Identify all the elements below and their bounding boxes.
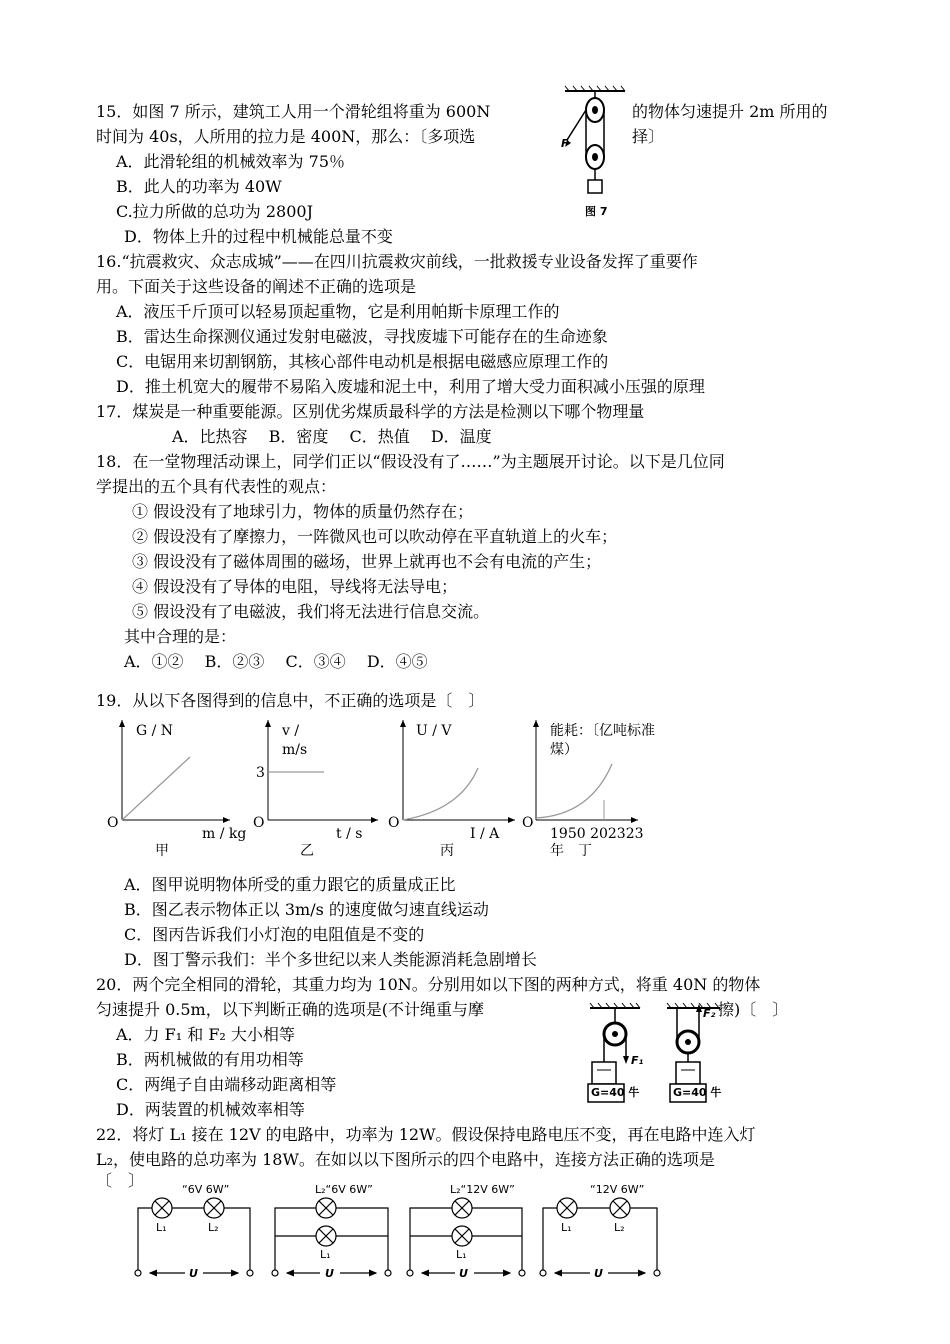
graph-bing-ylabel: U / V bbox=[416, 723, 452, 739]
q16-option-b: B．雷达生命探测仪通过发射电磁波，寻找废墟下可能存在的生命迹象 bbox=[116, 327, 608, 346]
q22-line1: 22．将灯 L₁ 接在 12V 的电路中，功率为 12W。假设保持电路电压不变，再在电路中连入灯 bbox=[96, 1125, 756, 1144]
q15-option-a: A．此滑轮组的机械效率为 75％ bbox=[116, 152, 346, 171]
q15-force-label: F bbox=[561, 137, 569, 150]
circuit-4-rating: “12V 6W” bbox=[590, 1183, 645, 1196]
graph-bing-caption: 丙 bbox=[440, 843, 454, 859]
q15-figure-label: 图 7 bbox=[585, 205, 608, 218]
q22-line3: 〔 〕 bbox=[96, 1171, 145, 1190]
graph-ding-ylabel: 能耗：〔亿吨标准 bbox=[550, 723, 655, 739]
q15-option-d: D．物体上升的过程中机械能总量不变 bbox=[124, 227, 393, 246]
q18-point-4: ④ 假设没有了导体的电阻，导线将无法导电； bbox=[132, 577, 458, 596]
circuit-1-l2: L₂ bbox=[208, 1221, 219, 1234]
q18-point-5: ⑤ 假设没有了电磁波，我们将无法进行信息交流。 bbox=[132, 602, 490, 621]
q20-line1: 20．两个完全相同的滑轮，其重力均为 10N。分别用如以下图的两种方式，将重 40N 的物体 bbox=[96, 975, 761, 994]
q15-option-b: B．此人的功率为 40W bbox=[116, 177, 282, 196]
circuit-4-l2: L₂ bbox=[614, 1221, 625, 1234]
circuit-2-rating: L₂“6V 6W” bbox=[315, 1183, 373, 1196]
q15-option-c: C.拉力所做的总功为 2800J bbox=[116, 202, 313, 221]
circuit-1-l1: L₁ bbox=[156, 1221, 167, 1234]
circuit-2-u: U bbox=[325, 1267, 334, 1280]
q18-options: A．①② B．②③ C．③④ D．④⑤ bbox=[124, 652, 428, 671]
q18-prompt: 其中合理的是： bbox=[124, 627, 237, 646]
q16-option-a: A．液压千斤顶可以轻易顶起重物，它是利用帕斯卡原理工作的 bbox=[116, 302, 560, 321]
q19-option-a: A．图甲说明物体所受的重力跟它的质量成正比 bbox=[124, 875, 456, 894]
q18-line2: 学提出的五个具有代表性的观点： bbox=[96, 477, 337, 496]
circuit-1 bbox=[135, 1198, 253, 1276]
q17-line1: 17．煤炭是一种重要能源。区别优劣煤质最科学的方法是检测以下哪个物理量 bbox=[96, 402, 645, 421]
graph-yi-xlabel: t / s bbox=[336, 826, 363, 842]
q17-options: A．比热容 B．密度 C．热值 D．温度 bbox=[172, 427, 492, 446]
q15-line2b: 择〕 bbox=[632, 127, 665, 146]
q20-line2a: 匀速提升 0.5m，以下判断正确的选项是(不计绳重与摩 bbox=[96, 1000, 484, 1019]
graph-bing-origin: O bbox=[388, 815, 400, 831]
q18-point-2: ② 假设没有了摩擦力，一阵微风也可以吹动停在平直轨道上的火车； bbox=[132, 527, 618, 546]
q15-line2a: 时间为 40s，人所用的拉力是 400N，那么：〔多项选 bbox=[96, 127, 476, 146]
graph-ding-ylabel2: 煤） bbox=[550, 742, 578, 758]
graph-jia-ylabel: G / N bbox=[136, 723, 174, 739]
circuit-4-l1: L₁ bbox=[561, 1221, 572, 1234]
circuit-3-rating: L₂“12V 6W” bbox=[450, 1183, 515, 1196]
q16-option-c: C．电锯用来切割钢筋，其核心部件电动机是根据电磁感应原理工作的 bbox=[116, 352, 609, 371]
q19-option-d: D．图丁警示我们：半个多世纪以来人类能源消耗急剧增长 bbox=[124, 950, 537, 969]
q20-weight-left: G=40 牛 bbox=[591, 1086, 640, 1099]
circuit-4 bbox=[540, 1198, 660, 1276]
graph-yi-origin: O bbox=[253, 815, 265, 831]
q15-line1b: 的物体匀速提升 2m 所用的 bbox=[632, 102, 828, 121]
circuit-3-u: U bbox=[459, 1267, 468, 1280]
q19-option-b: B．图乙表示物体正以 3m/s 的速度做匀速直线运动 bbox=[124, 900, 489, 919]
q20-weight-right: G=40 牛 bbox=[673, 1086, 722, 1099]
circuit-2 bbox=[272, 1198, 391, 1276]
q20-f2-label: F₂ bbox=[703, 1007, 716, 1020]
graph-ding-caption: 年 丁 bbox=[550, 843, 592, 859]
q16-line1: 16.“抗震救灾、众志成城”——在四川抗震救灾前线，一批救援专业设备发挥了重要作 bbox=[96, 252, 698, 271]
circuit-3-l1: L₁ bbox=[456, 1248, 467, 1261]
graph-jia-xlabel: m / kg bbox=[202, 826, 247, 842]
q18-point-3: ③ 假设没有了磁体周围的磁场，世界上就再也不会有电流的产生； bbox=[132, 552, 602, 571]
q16-line2: 用。下面关于这些设备的阐述不正确的选项是 bbox=[96, 277, 417, 296]
q19-line1: 19．从以下各图得到的信息中，不正确的选项是〔 〕 bbox=[96, 691, 485, 710]
graph-ding-origin: O bbox=[522, 815, 534, 831]
q20-option-a: A．力 F₁ 和 F₂ 大小相等 bbox=[116, 1025, 295, 1044]
q18-point-1: ① 假设没有了地球引力，物体的质量仍然存在； bbox=[132, 502, 474, 521]
circuit-4-u: U bbox=[594, 1267, 603, 1280]
graph-jia-caption: 甲 bbox=[155, 843, 169, 859]
graph-yi-ylabel2: m/s bbox=[282, 742, 308, 758]
q19-option-c: C．图丙告诉我们小灯泡的电阻值是不变的 bbox=[124, 925, 425, 944]
q22-line2: L₂，使电路的总功率为 18W。在如以以下图所示的四个电路中，连接方法正确的选项是 bbox=[96, 1150, 715, 1169]
circuit-3 bbox=[407, 1198, 525, 1276]
graph-yi-caption: 乙 bbox=[300, 843, 314, 859]
graph-ding-xlabel: 1950 202323 bbox=[550, 826, 644, 842]
q20-option-d: D．两装置的机械效率相等 bbox=[116, 1100, 305, 1119]
graph-yi-ylabel: v / bbox=[282, 723, 300, 739]
q20-option-c: C．两绳子自由端移动距离相等 bbox=[116, 1075, 337, 1094]
q20-line2b: 擦)〔 〕 bbox=[718, 1000, 789, 1019]
circuit-1-rating: “6V 6W” bbox=[182, 1183, 230, 1196]
q15-line1a: 15．如图 7 所示，建筑工人用一个滑轮组将重为 600N bbox=[96, 102, 491, 121]
circuit-2-l1: L₁ bbox=[320, 1248, 331, 1261]
graph-jia-origin: O bbox=[107, 815, 119, 831]
q20-f1-label: F₁ bbox=[631, 1054, 644, 1067]
circuit-1-u: U bbox=[189, 1267, 198, 1280]
graph-yi-value: 3 bbox=[256, 765, 265, 781]
q18-line1: 18．在一堂物理活动课上，同学们正以“假设没有了……”为主题展开讨论。以下是几位同 bbox=[96, 452, 725, 471]
q16-option-d: D．推土机宽大的履带不易陷入废墟和泥土中，利用了增大受力面积减小压强的原理 bbox=[116, 377, 705, 396]
q20-option-b: B．两机械做的有用功相等 bbox=[116, 1050, 304, 1069]
graph-bing-xlabel: I / A bbox=[470, 826, 500, 842]
